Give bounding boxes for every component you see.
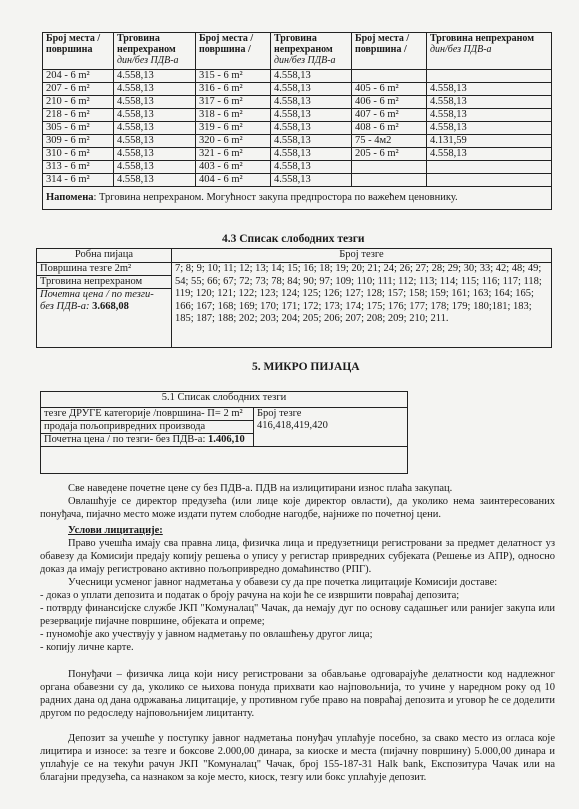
micro-market-table: [40, 391, 408, 474]
column-header: Робна пијаца: [37, 249, 172, 263]
table-cell: 313 - 6 m²: [43, 161, 114, 174]
column-header: Трговина непрехраном дин/без ПДВ-а: [427, 33, 552, 70]
free-stalls-table: [36, 248, 552, 348]
price-cell: Почетна цена / по тезги- без ПДВ-а: 1.406,10: [41, 434, 254, 447]
table-row: [43, 96, 552, 109]
table-cell: 4.558,13: [271, 96, 352, 109]
list-item: - потврду финансијске службе ЈКП "Комуналац" Чачак, да немају дуг по основу садашњег или ранијег закупа или резервације пијачне површине, објеката и опреме;: [40, 603, 555, 627]
note-text: : Трговина непрехраном. Могућност закупа предпростора по важећем ценовнику.: [93, 192, 458, 203]
product-cell: продаја пољопривредних производа: [41, 421, 254, 434]
section-heading-5: 5. МИКРО ПИЈАЦА: [252, 361, 360, 373]
stall-number-cell: Број тезге 416,418,419,420: [254, 408, 408, 447]
table-cell: 320 - 6 m²: [196, 135, 271, 148]
table-row: [43, 109, 552, 122]
table-row: [43, 161, 552, 174]
paragraph: Све наведене почетне цене су без ПДВ-а. ПДВ на излицитирани износ плаћа закупац.: [68, 483, 453, 494]
section-heading-4-3: 4.3 Списак слободних тезги: [222, 233, 365, 245]
table-row: [43, 122, 552, 135]
table-cell: 4.558,13: [114, 109, 196, 122]
table-cell: [427, 70, 552, 83]
stall-numbers-cell: 7; 8; 9; 10; 11; 12; 13; 14; 15; 16; 18; 19; 20; 21; 24; 26; 27; 28; 29; 30; 33; 42; 48; 49; 54; 55; 66; 67; 72; 73; 78; 84; 90; 97; 109; 110; 111; 112; 113; 114; 115; 116; 117; 118; 119; 120; 121; 122; 123; 124; 125; 126; 127; 128; 157; 158; 159; 161; 163; 164; 165; 166; 167; 168; 169; 170; 171; 172; 173; 174; 175; 176; 177; 178; 179; 180;181; 183; 185; 187; 188; 202; 203; 204; 205; 206; 207; 208; 209; 210; 211.: [172, 263, 552, 348]
table-title: 5.1 Списак слободних тезги: [41, 392, 408, 408]
category-cell: тезге ДРУГЕ категорије /површина- П= 2 m²: [41, 408, 254, 421]
column-header: Број места / површина: [43, 33, 114, 70]
table-cell: 210 - 6 m²: [43, 96, 114, 109]
table-cell: 4.558,13: [271, 161, 352, 174]
table-row: [43, 70, 552, 83]
table-cell: 4.558,13: [427, 83, 552, 96]
table-cell: 407 - 6 m²: [352, 109, 427, 122]
table-cell: 4.558,13: [427, 148, 552, 161]
table-cell: 4.558,13: [427, 122, 552, 135]
table-cell: 316 - 6 m²: [196, 83, 271, 96]
table-cell: 314 - 6 m²: [43, 174, 114, 187]
table-cell: 75 - 4м2: [352, 135, 427, 148]
paragraph: Право учешћа имају сва правна лица, физичка лица и предузетници регистровани за предмет делатност уз обавезу да Комисији предају копију решења о упису у регистар привредних субјеката (Решење из АПР), односно доказ да имају регистровано активно пољопривредно домаћинство (РПГ).: [40, 538, 555, 575]
table-row: [41, 408, 408, 421]
table-row: [37, 263, 552, 276]
table-header-row: [43, 33, 552, 70]
column-header: Трговина непрехраном дин/без ПДВ-а: [271, 33, 352, 70]
table-cell: 4.558,13: [427, 109, 552, 122]
table-cell: [352, 161, 427, 174]
table-row: [43, 83, 552, 96]
paragraph: Понуђачи – физичка лица који нису регистровани за обављање одговарајуће делатности код надлежног органа обавезни су да, уколико се њихова понуда прихвати као најповољнија, то учине у наредном року од 10 радних дана од дана одржавања лицитације, у противном губе право на повраћај депозита и уговор ће се доделити другом по редоследу најповољнијем лицитанту.: [40, 669, 555, 719]
table-cell: 218 - 6 m²: [43, 109, 114, 122]
table-row: [41, 392, 408, 408]
table-cell: 4.558,13: [114, 174, 196, 187]
table-cell: 207 - 6 m²: [43, 83, 114, 96]
column-header: Број тезге: [172, 249, 552, 263]
free-places-table: [42, 32, 552, 210]
table-cell: 4.558,13: [271, 109, 352, 122]
table-cell: 408 - 6 m²: [352, 122, 427, 135]
stall-area-cell: Површина тезге 2m²: [37, 263, 172, 276]
table-cell: 405 - 6 m²: [352, 83, 427, 96]
table-body: [43, 70, 552, 187]
paragraph: Депозит за учешће у поступку јавног надметања понуђач уплаћује посебно, за свако место из огласа које лицитира и износе: за тезге и боксове 2.000,00 динара, за киоске и места (пијачну површину) 5.000,00 динара и уплаћује се на текући рачун ЈКП "Комуналац" Чачак, број 155-187-31 Halk bank, Експозитура Чачак или на благајни предузећа, са назнаком за које место, киоск, тезгу или бокс уплаћује депозит.: [40, 733, 555, 783]
note-row: [43, 187, 552, 210]
table-cell: 406 - 6 m²: [352, 96, 427, 109]
table-cell: 309 - 6 m²: [43, 135, 114, 148]
table-cell: 4.558,13: [114, 83, 196, 96]
table-cell: 4.131,59: [427, 135, 552, 148]
table-cell: 4.558,13: [114, 70, 196, 83]
table-cell: 404 - 6 m²: [196, 174, 271, 187]
table-cell: 305 - 6 m²: [43, 122, 114, 135]
table-cell: 205 - 6 m²: [352, 148, 427, 161]
table-row: [43, 174, 552, 187]
note-label: Напомена: [46, 192, 94, 203]
table-cell: 321 - 6 m²: [196, 148, 271, 161]
paragraph: Учесници усменог јавног надметања у обавези су да пре почетка лицитације Комисији доставе:: [68, 577, 498, 588]
table-cell: 318 - 6 m²: [196, 109, 271, 122]
table-cell: 4.558,13: [114, 96, 196, 109]
table-cell: 4.558,13: [271, 83, 352, 96]
table-cell: 319 - 6 m²: [196, 122, 271, 135]
table-cell: 4.558,13: [114, 135, 196, 148]
note-cell: [43, 187, 552, 210]
table-cell: [352, 70, 427, 83]
table-cell: [352, 174, 427, 187]
table-cell: [427, 174, 552, 187]
list-item: - пуномоћје ако учествују у јавном надметању по овлашћењу другог лица;: [40, 629, 373, 640]
table-cell: 310 - 6 m²: [43, 148, 114, 161]
column-header: Број места / површина /: [352, 33, 427, 70]
table-cell: 4.558,13: [427, 96, 552, 109]
table-row: [41, 447, 408, 474]
table-cell: 4.558,13: [114, 122, 196, 135]
conditions-heading: Услови лицитације:: [68, 525, 163, 536]
paragraph: Овлашћује се директор предузећа (или лице које директор овласти), да уколико нема заинтересованих понуђача, пијачно место може издати путем слободне нагодбе, најниже по почетној цени.: [40, 496, 555, 520]
list-item: - копију личне карте.: [40, 642, 134, 653]
table-cell: 4.558,13: [271, 70, 352, 83]
table-cell: [427, 161, 552, 174]
column-header: Трговина непрехраном дин/без ПДВ-а: [114, 33, 196, 70]
table-header-row: [37, 249, 552, 263]
table-cell: 4.558,13: [271, 135, 352, 148]
table-cell: 4.558,13: [271, 122, 352, 135]
list-item: - доказ о уплати депозита и податак о броју рачуна на који ће се извршити повраћај депозита;: [40, 590, 460, 601]
table-row: [43, 148, 552, 161]
table-cell: 403 - 6 m²: [196, 161, 271, 174]
table-cell: 4.558,13: [271, 174, 352, 187]
table-row: [43, 135, 552, 148]
table-cell: 4.558,13: [114, 161, 196, 174]
trade-type-cell: Трговина непрехраном: [37, 276, 172, 289]
table-cell: 4.558,13: [114, 148, 196, 161]
column-header: Број места / површина /: [196, 33, 271, 70]
table-cell: 4.558,13: [271, 148, 352, 161]
table-cell: 315 - 6 m²: [196, 70, 271, 83]
table-cell: 317 - 6 m²: [196, 96, 271, 109]
empty-cell: [41, 447, 408, 474]
price-cell: Почетна цена / по тезги- без ПДВ-а: 3.668,08: [37, 289, 172, 348]
body-text: [40, 482, 555, 784]
table-cell: 204 - 6 m²: [43, 70, 114, 83]
